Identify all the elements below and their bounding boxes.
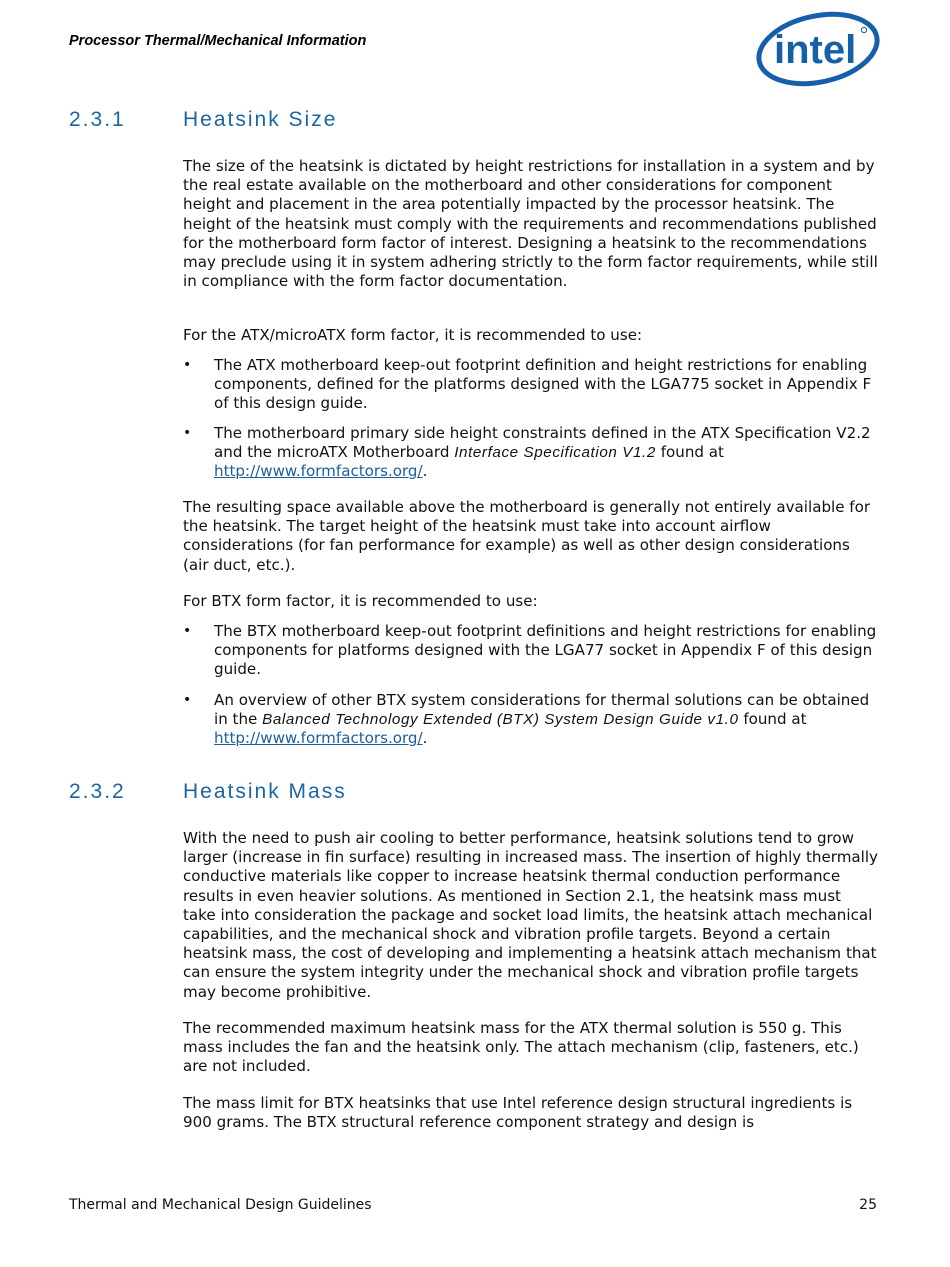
paragraph: With the need to push air cooling to better performance, heatsink solutions tend to grow larger (increase in fin surface) resulting in increased mass. The insertion of highly thermally conductive materials like copper to increase heatsink thermal conduction performance results in even heavier solutions. As mentioned in Section 2.1, the heatsink mass must take into consideration the package and socket load limits, the heatsink attach mechanical capabilities, and the mechanical shock and vibration profile targets. Beyond a certain heatsink mass, the cost of developing and implementing a heatsink attach mechanism that can ensure the system integrity under the mechanical shock and vibration profile targets may become prohibitive. (183, 829, 878, 1001)
section-heading-heatsink-size (69, 108, 337, 132)
paragraph: The size of the heatsink is dictated by height restrictions for installation in a system and by the real estate available on the motherboard and other considerations for component height and placement in the area potentially impacted by the processor heatsink. The height of the heatsink must comply with the requirements and recommendations published for the motherboard form factor of interest. Designing a heatsink to the recommendations may preclude using it in system adhering strictly to the form factor requirements, while still in compliance with the form factor documentation. (183, 157, 878, 291)
list-item-text: The ATX motherboard keep-out footprint definition and height restrictions for enabling components, defined for the platforms designed with the LGA775 socket in Appendix F of this design guide. (214, 356, 872, 413)
paragraph: The mass limit for BTX heatsinks that use Intel reference design structural ingredients is 900 grams. The BTX structural reference component strategy and design is (183, 1094, 853, 1132)
section-number: 2.3.2 (69, 780, 126, 803)
paragraph: For BTX form factor, it is recommended to use: (183, 592, 538, 610)
formfactors-link[interactable]: http://www.formfactors.org/ (214, 462, 423, 481)
paragraph: The resulting space available above the motherboard is generally not entirely available for the heatsink. The target height of the heatsink must take into account airflow considerations (for fan performance for example) as well as other design considerations (air duct, etc.). (183, 498, 871, 574)
page-number: 25 (859, 1197, 877, 1213)
formfactors-link[interactable]: http://www.formfactors.org/ (214, 729, 423, 748)
running-header: Processor Thermal/Mechanical Information (69, 33, 367, 49)
bullet-icon: • (183, 692, 192, 708)
list-item-text: An overview of other BTX system considerations for thermal solutions can be obtained in the Balanced Technology Extended (BTX) System Design Guide v1.0 found at http://www.formfactors.org/. (214, 691, 870, 748)
section-title: Heatsink Size (183, 108, 338, 131)
section-heading-heatsink-mass (69, 780, 347, 804)
bullet-icon: • (183, 357, 192, 373)
logo-text: intel (774, 28, 857, 72)
spec-title: Interface Specification V1.2 (454, 444, 656, 462)
list-item-text: The motherboard primary side height constraints defined in the ATX Specification V2.2 and the microATX Motherboard Interface Specification V1.2 found at http://www.formfactors.org/. (214, 424, 871, 481)
list-item-text: The BTX motherboard keep-out footprint definitions and height restrictions for enabling components for platforms designed with the LGA77 socket in Appendix F of this design guide. (214, 622, 877, 679)
section-number: 2.3.1 (69, 108, 126, 131)
design-guide-title: Balanced Technology Extended (BTX) System Design Guide v1.0 (262, 711, 739, 729)
paragraph: For the ATX/microATX form factor, it is recommended to use: (183, 326, 643, 344)
bullet-icon: • (183, 425, 192, 441)
paragraph: The recommended maximum heatsink mass for the ATX thermal solution is 550 g. This mass includes the fan and the heatsink only. The attach mechanism (clip, fasteners, etc.) are not included. (183, 1019, 859, 1076)
intel-logo (754, 8, 882, 92)
footer-title: Thermal and Mechanical Design Guidelines (69, 1197, 372, 1213)
section-title: Heatsink Mass (183, 780, 347, 803)
bullet-icon: • (183, 623, 192, 639)
